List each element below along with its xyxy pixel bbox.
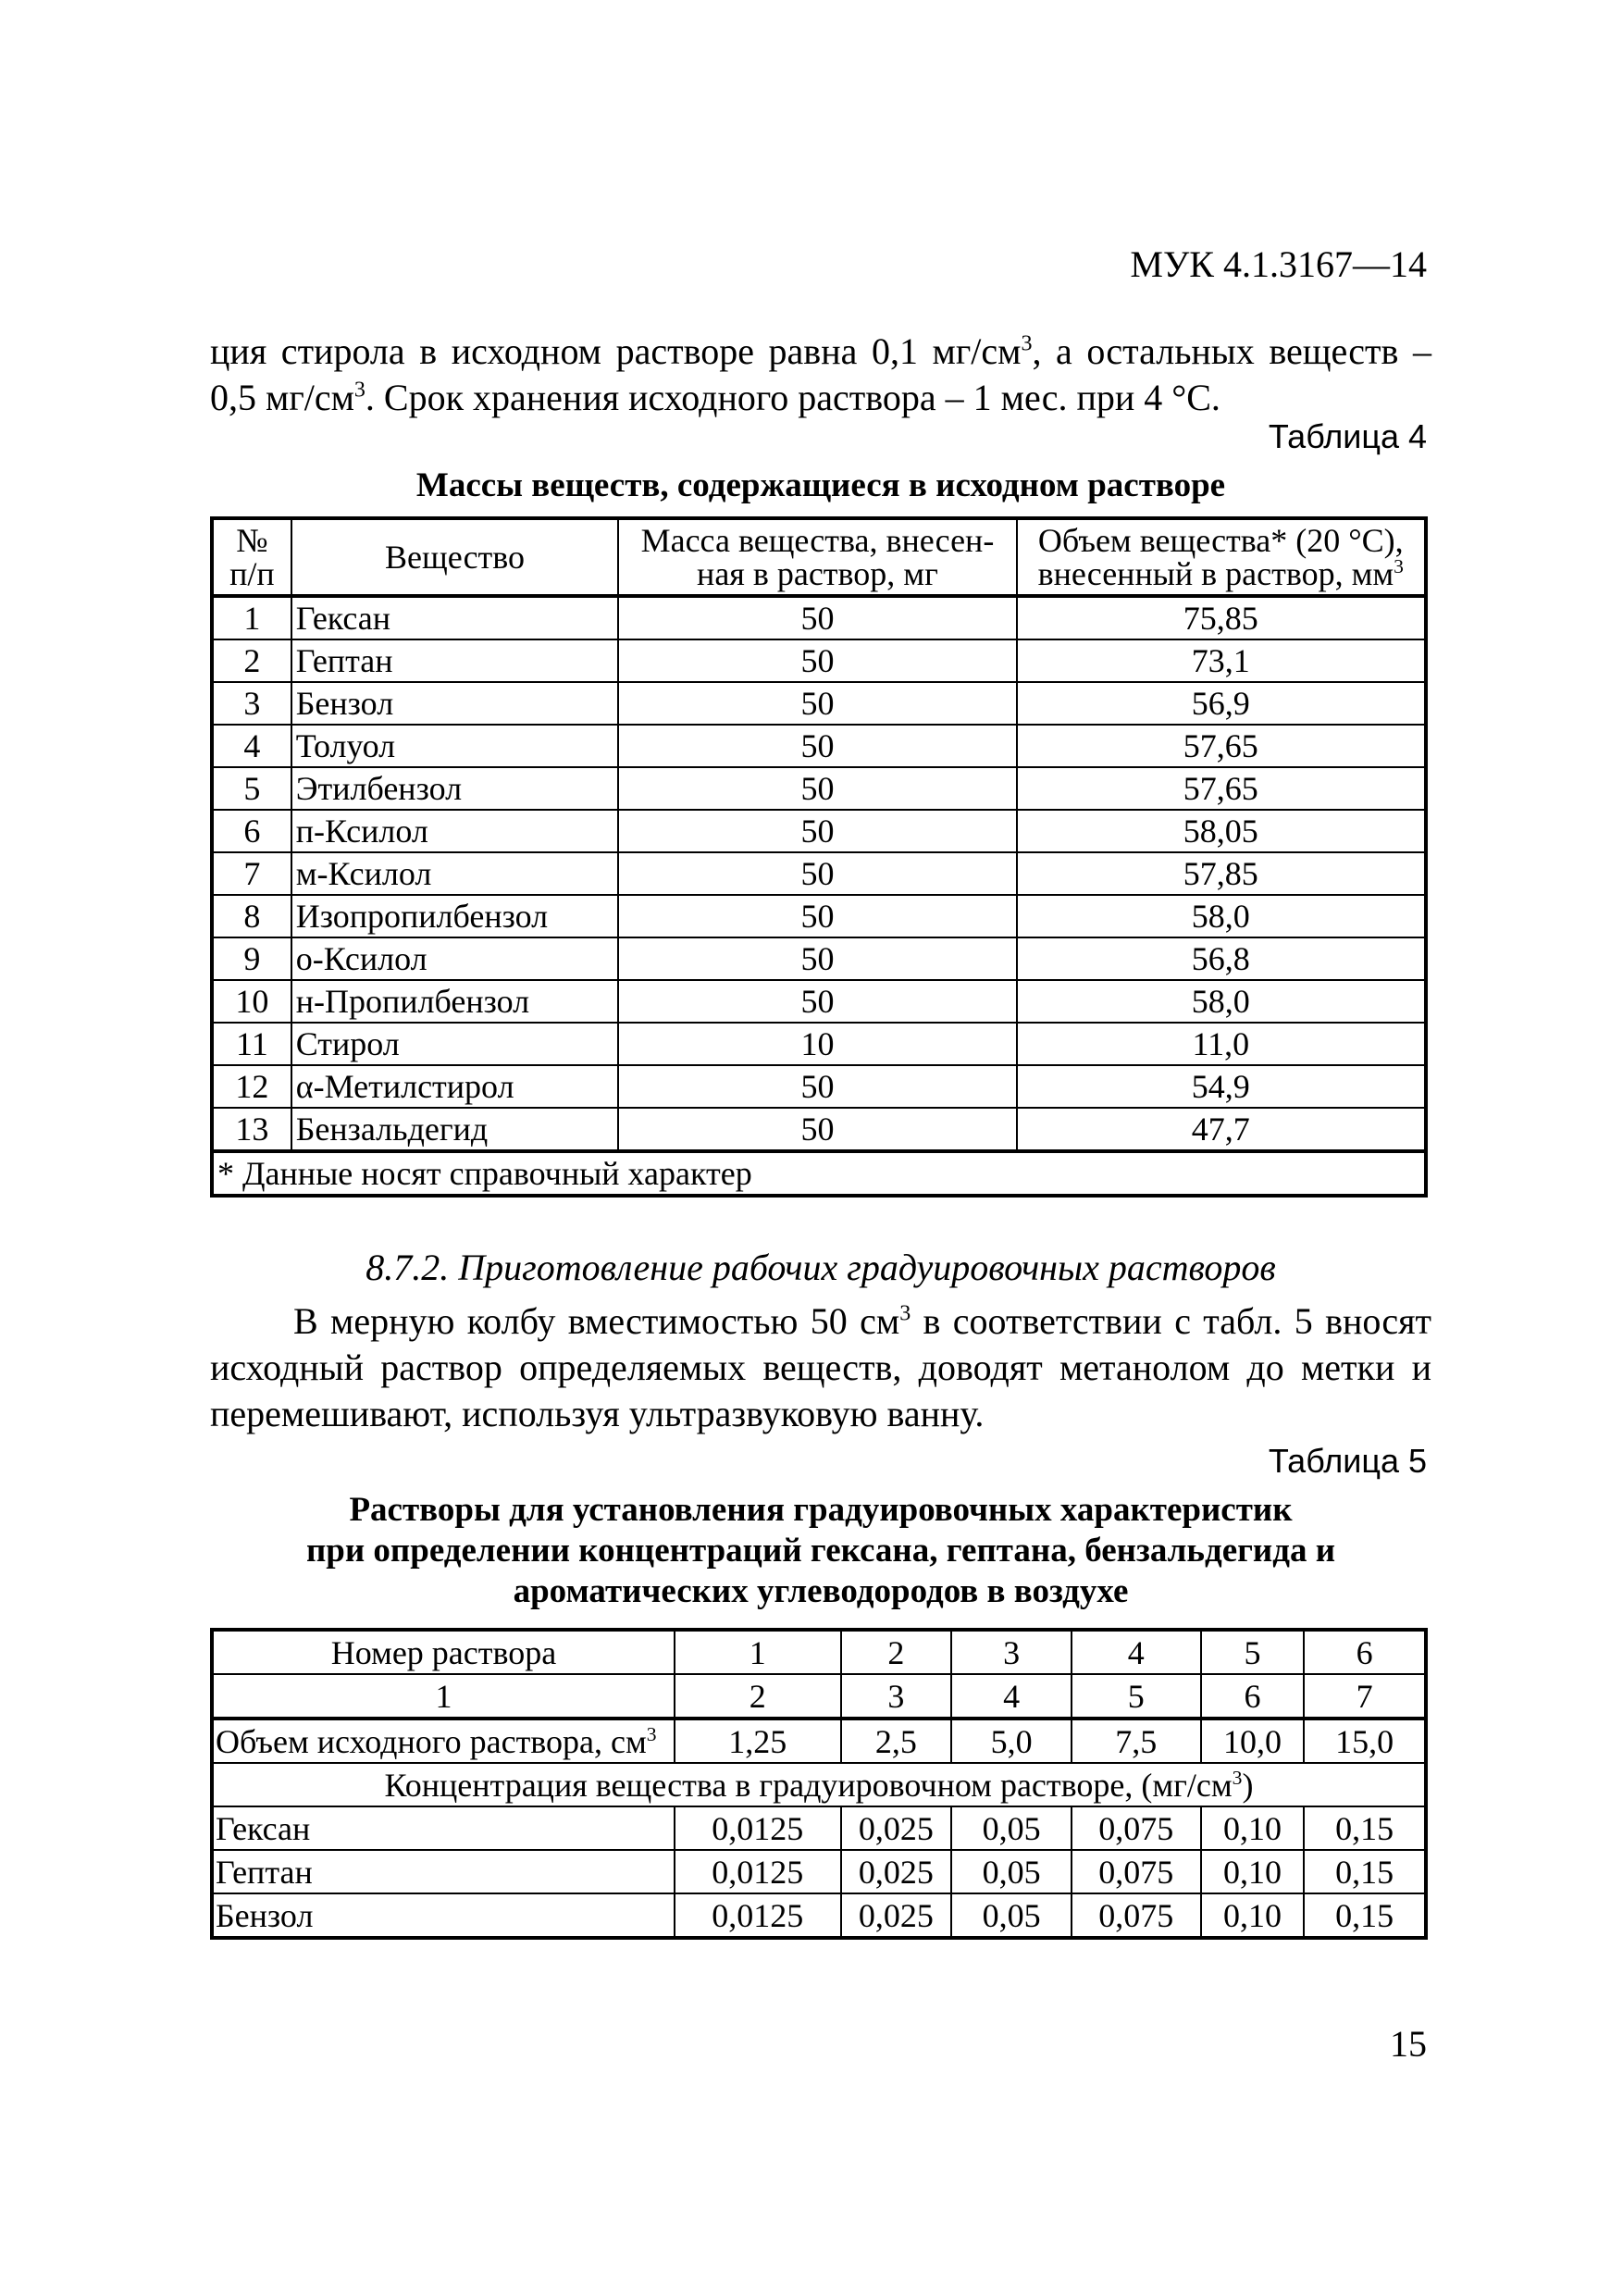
volume-value: 58,0 bbox=[1017, 980, 1426, 1023]
document-code: МУК 4.1.3167—14 bbox=[1130, 243, 1427, 285]
table-row bbox=[212, 725, 1426, 767]
table-5 bbox=[210, 1628, 1428, 1940]
table-4-footnote: * Данные носят справочный характер bbox=[212, 1151, 1426, 1196]
stock-volume-label: Объем исходного раствора, $см^3$ bbox=[212, 1719, 675, 1763]
column-number: 4 bbox=[951, 1674, 1072, 1719]
concentration-value: 0,075 bbox=[1072, 1850, 1201, 1893]
table-row bbox=[212, 639, 1426, 682]
solution-number: 2 bbox=[841, 1630, 952, 1674]
solution-number-row bbox=[212, 1630, 1426, 1674]
volume-value: 73,1 bbox=[1017, 639, 1426, 682]
table-4 bbox=[210, 516, 1428, 1198]
mass-value: 50 bbox=[618, 937, 1016, 980]
volume-value: 75,85 bbox=[1017, 596, 1426, 639]
column-number: 3 bbox=[841, 1674, 952, 1719]
substance-name: Изопропилбензол bbox=[291, 895, 619, 937]
volume-value: 54,9 bbox=[1017, 1065, 1426, 1108]
row-number: 2 bbox=[212, 639, 291, 682]
row-number: 13 bbox=[212, 1108, 291, 1151]
substance-name: Стирол bbox=[291, 1023, 619, 1065]
header-substance: Вещество bbox=[291, 518, 619, 596]
mass-value: 50 bbox=[618, 639, 1016, 682]
stock-volume-value: 15,0 bbox=[1304, 1719, 1426, 1763]
stock-volume-row bbox=[212, 1719, 1426, 1763]
solution-number-label: Номер раствора bbox=[212, 1630, 675, 1674]
table-row bbox=[212, 852, 1426, 895]
mass-value: 50 bbox=[618, 1065, 1016, 1108]
concentration-header: Концентрация вещества в градуировочном растворе, $(мг/см^3)$ bbox=[212, 1763, 1426, 1806]
mass-value: 50 bbox=[618, 980, 1016, 1023]
volume-value: 58,0 bbox=[1017, 895, 1426, 937]
section-paragraph: В мерную колбу вместимостью 50 $см^3$ в соответствии с табл. 5 вносят исходный раствор определяемых веществ, доводят метанолом до метки и перемешивают, используя ультразвуковую ванну. bbox=[210, 1300, 1432, 1434]
concentration-value: 0,15 bbox=[1304, 1893, 1426, 1938]
table-5-title: Растворы для установления градуировочных характеристик при определении концентраций гексана, гептана, бензальдегида и ароматических углеводородов в воздухе bbox=[305, 1491, 1336, 1610]
table-row bbox=[212, 1806, 1426, 1850]
substance-name: Этилбензол bbox=[291, 767, 619, 810]
mass-value: 50 bbox=[618, 596, 1016, 639]
header-mass: Масса вещества, внесен- ная в раствор, мг bbox=[618, 518, 1016, 596]
concentration-header-row bbox=[212, 1763, 1426, 1806]
substance-name: Бензол bbox=[291, 682, 619, 725]
concentration-value: 0,025 bbox=[841, 1806, 952, 1850]
concentration-value: 0,05 bbox=[951, 1893, 1072, 1938]
solution-number: 4 bbox=[1072, 1630, 1201, 1674]
table-row bbox=[212, 596, 1426, 639]
substance-name: α-Метилстирол bbox=[291, 1065, 619, 1108]
concentration-value: 0,15 bbox=[1304, 1806, 1426, 1850]
volume-value: 56,8 bbox=[1017, 937, 1426, 980]
stock-volume-value: 7,5 bbox=[1072, 1719, 1201, 1763]
row-number: 9 bbox=[212, 937, 291, 980]
section-subheading: 8.7.2. Приготовление рабочих градуировочных растворов bbox=[365, 1247, 1276, 1288]
intro-line-1: ция стирола в исходном растворе равна 0,1 $мг/см^3$, а остальных веществ – bbox=[210, 330, 1431, 372]
table-4-label: Таблица 4 bbox=[1268, 417, 1427, 455]
volume-value: 57,65 bbox=[1017, 725, 1426, 767]
table-row bbox=[212, 767, 1426, 810]
table-row bbox=[212, 895, 1426, 937]
substance-name: Гептан bbox=[212, 1850, 675, 1893]
table-5-label: Таблица 5 bbox=[1268, 1442, 1427, 1480]
table-4-header-row bbox=[212, 518, 1426, 596]
table-row bbox=[212, 810, 1426, 852]
table-row bbox=[212, 1023, 1426, 1065]
mass-value: 50 bbox=[618, 852, 1016, 895]
intro-paragraph bbox=[210, 329, 1431, 421]
table-row bbox=[212, 1893, 1426, 1938]
stock-volume-value: 5,0 bbox=[951, 1719, 1072, 1763]
concentration-value: 0,10 bbox=[1201, 1850, 1305, 1893]
substance-name: Гептан bbox=[291, 639, 619, 682]
mass-value: 50 bbox=[618, 767, 1016, 810]
row-number: 5 bbox=[212, 767, 291, 810]
substance-name: о-Ксилол bbox=[291, 937, 619, 980]
concentration-value: 0,10 bbox=[1201, 1806, 1305, 1850]
substance-name: Бензол bbox=[212, 1893, 675, 1938]
substance-name: Толуол bbox=[291, 725, 619, 767]
stock-volume-value: 1,25 bbox=[675, 1719, 841, 1763]
concentration-value: 0,10 bbox=[1201, 1893, 1305, 1938]
table-row bbox=[212, 1108, 1426, 1151]
column-number: 6 bbox=[1201, 1674, 1305, 1719]
column-number: 5 bbox=[1072, 1674, 1201, 1719]
concentration-value: 0,025 bbox=[841, 1893, 952, 1938]
column-number: 2 bbox=[675, 1674, 841, 1719]
table-4-title: Массы веществ, содержащиеся в исходном растворе bbox=[415, 466, 1226, 504]
substance-name: Гексан bbox=[291, 596, 619, 639]
substance-name: п-Ксилол bbox=[291, 810, 619, 852]
row-number: 8 bbox=[212, 895, 291, 937]
solution-number: 1 bbox=[675, 1630, 841, 1674]
stock-volume-value: 2,5 bbox=[841, 1719, 952, 1763]
intro-line-2: 0,5 $мг/см^3$. Срок хранения исходного раствора – 1 мес. при 4 °С. bbox=[210, 377, 1220, 418]
mass-value: 10 bbox=[618, 1023, 1016, 1065]
concentration-value: 0,05 bbox=[951, 1806, 1072, 1850]
mass-value: 50 bbox=[618, 725, 1016, 767]
table-4-footnote-row bbox=[212, 1151, 1426, 1196]
header-volume: Объем вещества* (20 °С), внесенный в раствор, $мм^3$ bbox=[1017, 518, 1426, 596]
concentration-value: 0,0125 bbox=[675, 1806, 841, 1850]
mass-value: 50 bbox=[618, 682, 1016, 725]
substance-name: н-Пропилбензол bbox=[291, 980, 619, 1023]
row-number: 1 bbox=[212, 596, 291, 639]
concentration-value: 0,05 bbox=[951, 1850, 1072, 1893]
concentration-value: 0,0125 bbox=[675, 1893, 841, 1938]
table-row bbox=[212, 682, 1426, 725]
column-number: 1 bbox=[212, 1674, 675, 1719]
substance-name: м-Ксилол bbox=[291, 852, 619, 895]
concentration-value: 0,075 bbox=[1072, 1806, 1201, 1850]
row-number: 11 bbox=[212, 1023, 291, 1065]
concentration-value: 0,025 bbox=[841, 1850, 952, 1893]
table-row bbox=[212, 980, 1426, 1023]
row-number: 3 bbox=[212, 682, 291, 725]
volume-value: 57,85 bbox=[1017, 852, 1426, 895]
table-row bbox=[212, 937, 1426, 980]
stock-volume-value: 10,0 bbox=[1201, 1719, 1305, 1763]
column-number: 7 bbox=[1304, 1674, 1426, 1719]
volume-value: 58,05 bbox=[1017, 810, 1426, 852]
volume-value: 56,9 bbox=[1017, 682, 1426, 725]
row-number: 6 bbox=[212, 810, 291, 852]
solution-number: 6 bbox=[1304, 1630, 1426, 1674]
row-number: 7 bbox=[212, 852, 291, 895]
page-number: 15 bbox=[1390, 2023, 1427, 2065]
column-number-row bbox=[212, 1674, 1426, 1719]
solution-number: 5 bbox=[1201, 1630, 1305, 1674]
mass-value: 50 bbox=[618, 810, 1016, 852]
concentration-value: 0,0125 bbox=[675, 1850, 841, 1893]
row-number: 10 bbox=[212, 980, 291, 1023]
substance-name: Гексан bbox=[212, 1806, 675, 1850]
volume-value: 57,65 bbox=[1017, 767, 1426, 810]
concentration-value: 0,075 bbox=[1072, 1893, 1201, 1938]
mass-value: 50 bbox=[618, 1108, 1016, 1151]
row-number: 4 bbox=[212, 725, 291, 767]
table-row bbox=[212, 1850, 1426, 1893]
table-row bbox=[212, 1065, 1426, 1108]
volume-value: 11,0 bbox=[1017, 1023, 1426, 1065]
substance-name: Бензальдегид bbox=[291, 1108, 619, 1151]
solution-number: 3 bbox=[951, 1630, 1072, 1674]
row-number: 12 bbox=[212, 1065, 291, 1108]
header-num: № п/п bbox=[212, 518, 291, 596]
volume-value: 47,7 bbox=[1017, 1108, 1426, 1151]
concentration-value: 0,15 bbox=[1304, 1850, 1426, 1893]
mass-value: 50 bbox=[618, 895, 1016, 937]
